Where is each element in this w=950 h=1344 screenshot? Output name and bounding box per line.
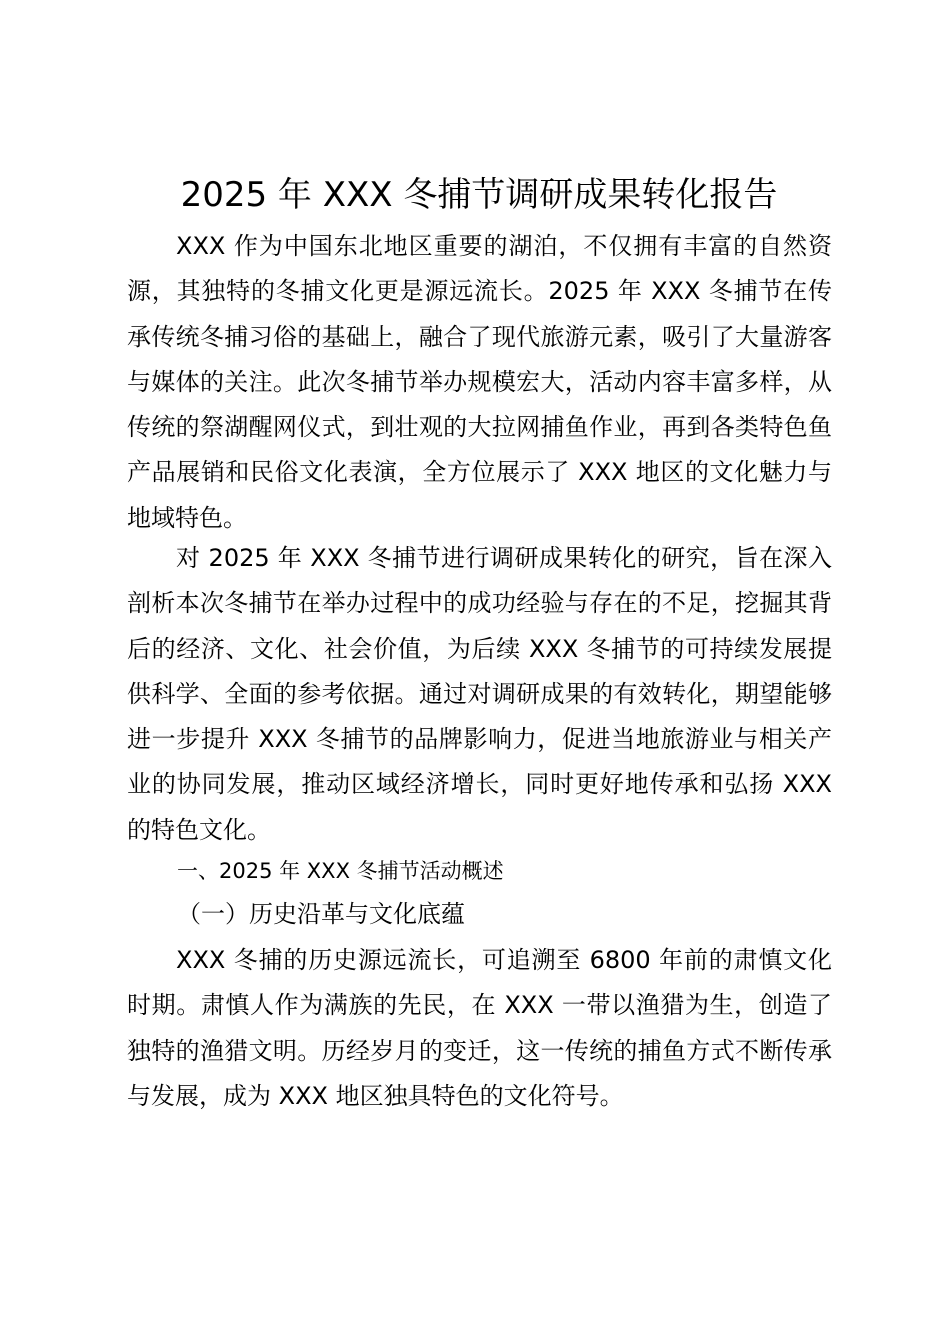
subsection-paragraph-1: XXX 冬捕的历史源远流长，可追溯至 6800 年前的肃慎文化时期。肃慎人作为满族的先民，在 XXX 一带以渔猎为生，创造了独特的渔猎文明。历经岁月的变迁，这一传统的捕鱼方式不断传承与发展，成为 XXX 地区独具特色的文化符号。 — [127, 946, 832, 1110]
section-heading-1: 一、2025 年 XXX 冬捕节活动概述 — [177, 859, 504, 883]
intro-paragraph-2: 对 2025 年 XXX 冬捕节进行调研成果转化的研究，旨在深入剖析本次冬捕节在举办过程中的成功经验与存在的不足，挖掘其背后的经济、文化、社会价值，为后续 XXX 冬捕节的可持续发展提供科学、全面的参考依据。通过对调研成果的有效转化，期望能够进一步提升 XXX 冬捕节的品牌影响力，促进当地旅游业与相关产业的协同发展，推动区域经济增长，同时更好地传承和弘扬 XXX 的特色文化。 — [127, 544, 832, 844]
document-title: 2025 年 XXX 冬捕节调研成果转化报告 — [180, 175, 778, 215]
subsection-heading-1: （一）历史沿革与文化底蕴 — [177, 900, 465, 928]
intro-paragraph-1: XXX 作为中国东北地区重要的湖泊，不仅拥有丰富的自然资源，其独特的冬捕文化更是源远流长。2025 年 XXX 冬捕节在传承传统冬捕习俗的基础上，融合了现代旅游元素，吸引了大量游客与媒体的关注。此次冬捕节举办规模宏大，活动内容丰富多样，从传统的祭湖醒网仪式，到壮观的大拉网捕鱼作业，再到各类特色鱼产品展销和民俗文化表演，全方位展示了 XXX 地区的文化魅力与地域特色。 — [127, 232, 832, 532]
